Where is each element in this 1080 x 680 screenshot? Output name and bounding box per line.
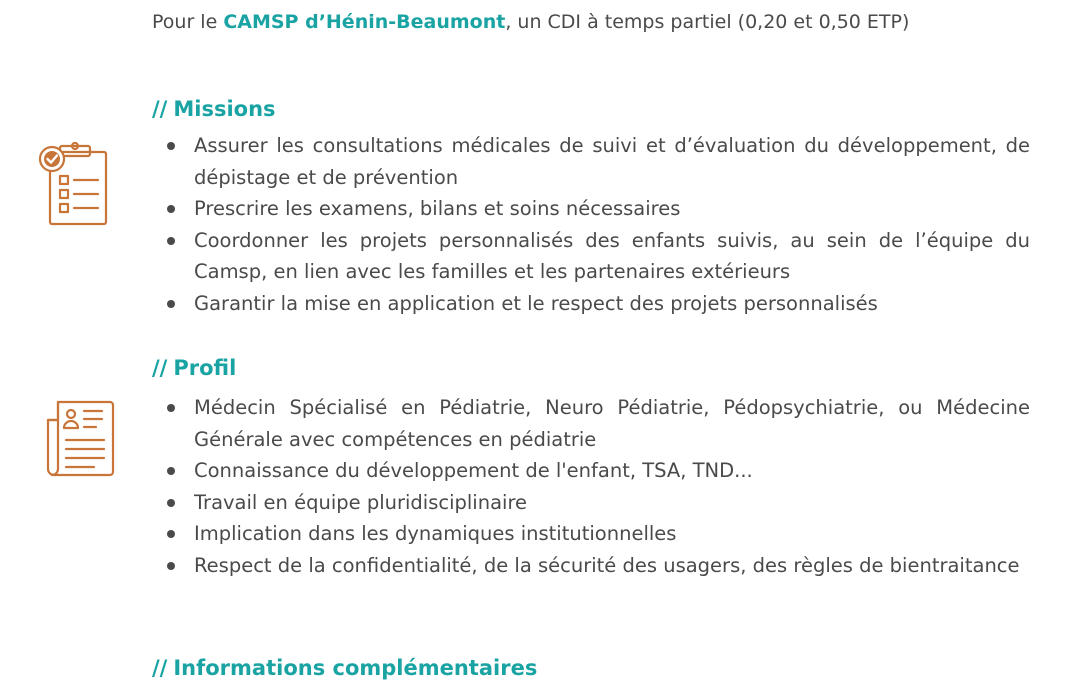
list-item: Coordonner les projets personnalisés des enfants suivis, au sein de l’équipe du Camsp, en lien avec les familles et les partenaires extérieurs [166,225,1030,288]
informations-title: Informations complémentaires [173,656,538,680]
clipboard-checklist-icon [36,140,110,228]
profil-title: Profil [173,356,237,380]
missions-slash: // [152,97,168,121]
profil-slash: // [152,356,168,380]
organisation-name: CAMSP d’Hénin-Beaumont [223,11,506,33]
missions-list [166,130,1030,319]
intro-line [152,8,909,36]
list-item: Implication dans les dynamiques institutionnelles [166,518,1030,550]
profil-heading [152,356,236,380]
informations-slash: // [152,656,168,680]
resume-document-icon [44,398,116,478]
profil-list [166,392,1030,581]
list-item: Garantir la mise en application et le respect des projets personnalisés [166,288,1030,320]
list-item: Prescrire les examens, bilans et soins nécessaires [166,193,1030,225]
intro-prefix: Pour le [152,11,224,33]
intro-suffix: , un CDI à temps partiel (0,20 et 0,50 ETP) [505,11,910,33]
list-item: Assurer les consultations médicales de suivi et d’évaluation du développement, de dépistage et de prévention [166,130,1030,193]
informations-heading [152,656,537,680]
list-item: Médecin Spécialisé en Pédiatrie, Neuro Pédiatrie, Pédopsychiatrie, ou Médecine Générale avec compétences en pédiatrie [166,392,1030,455]
list-item: Connaissance du développement de l'enfant, TSA, TND... [166,455,1030,487]
missions-heading [152,97,276,121]
list-item: Travail en équipe pluridisciplinaire [166,487,1030,519]
list-item: Respect de la confidentialité, de la sécurité des usagers, des règles de bientraitance [166,550,1030,582]
missions-title: Missions [173,97,276,121]
